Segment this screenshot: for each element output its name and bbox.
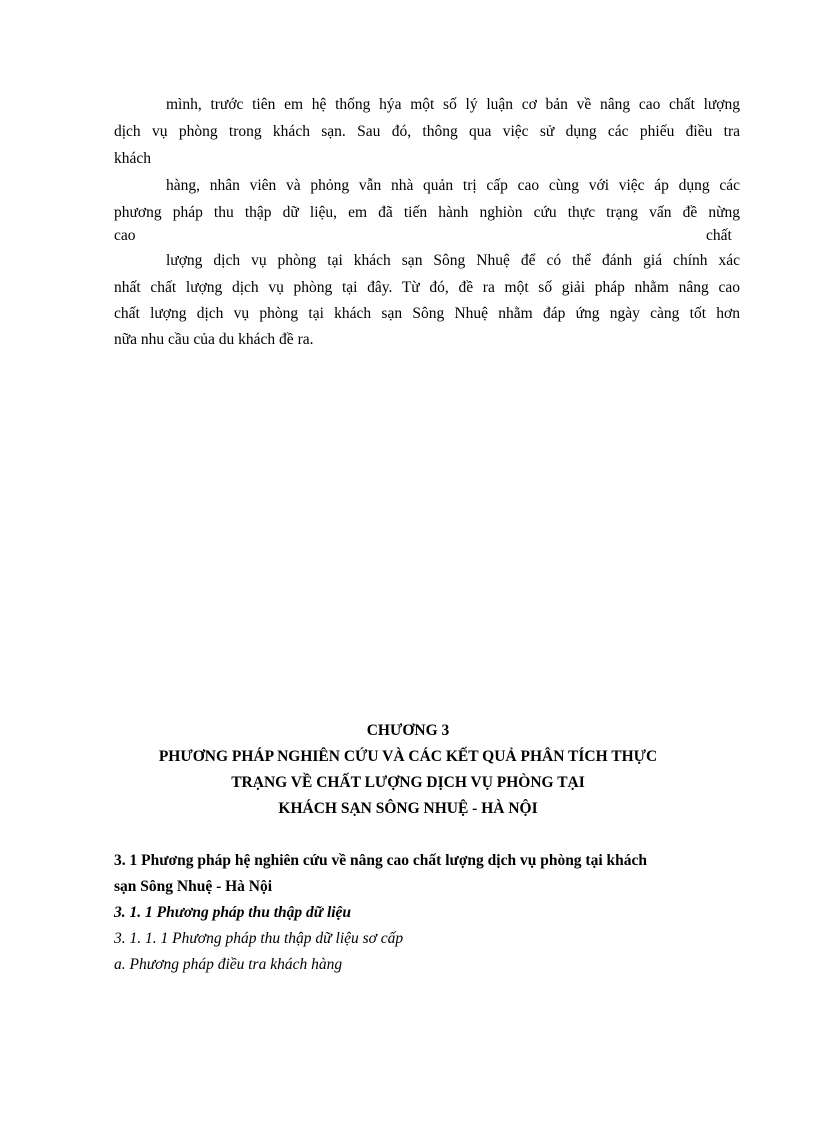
subsection-heading-3-1-1: 3. 1. 1 Phương pháp thu thập dữ liệu [114, 904, 352, 921]
chapter-title-line: TRẠNG VỀ CHẤT LƯỢNG DỊCH VỤ PHÒNG TẠI [231, 774, 585, 791]
item-heading-a: a. Phương pháp điều tra khách hàng [114, 956, 343, 973]
paragraph-line: nữa nhu cầu của du khách đề ra. [114, 331, 314, 348]
chapter-title-line: KHÁCH SẠN SÔNG NHUỆ - HÀ NỘI [278, 800, 538, 817]
chapter-title-line: PHƯƠNG PHÁP NGHIÊN CỨU VÀ CÁC KẾT QUẢ PHÂN TÍCH THỰC [158, 748, 658, 765]
paragraph-line: mình, trước tiên em hệ thống hýa một số lý luận cơ bản về nâng cao chất lượng [166, 96, 740, 113]
paragraph-line: chất [706, 227, 732, 244]
paragraph-line: dịch vụ phòng trong khách sạn. Sau đó, thông qua việc sử dụng các phiếu điều tra [114, 123, 740, 140]
paragraph-line: hàng, nhân viên và phỏng vẫn nhà quản trị cấp cao cùng với việc áp dụng các [166, 177, 740, 194]
section-heading-3-1: 3. 1 Phương pháp hệ nghiên cứu về nâng cao chất lượng dịch vụ phòng tại khách [114, 852, 648, 869]
subsection-heading-3-1-1-1: 3. 1. 1. 1 Phương pháp thu thập dữ liệu sơ cấp [114, 930, 404, 947]
paragraph-line: chất lượng dịch vụ phòng tại khách sạn Sông Nhuệ nhằm đáp ứng ngày càng tốt hơn [114, 305, 740, 322]
paragraph-line: cao [114, 227, 136, 244]
section-heading-3-1: sạn Sông Nhuệ - Hà Nội [114, 878, 273, 895]
chapter-number: CHƯƠNG 3 [366, 722, 450, 739]
paragraph-line: khách [114, 150, 152, 167]
paragraph-line: phương pháp thu thập dữ liệu, em đã tiến hành nghiòn cứu thực trạng vấn đề nừng [114, 204, 740, 221]
paragraph-line: lượng dịch vụ phòng tại khách sạn Sông Nhuệ để có thể đánh giá chính xác [166, 252, 740, 269]
paragraph-line: nhất chất lượng dịch vụ phòng tại đây. Từ đó, đề ra một số giải pháp nhằm nâng cao [114, 279, 740, 296]
